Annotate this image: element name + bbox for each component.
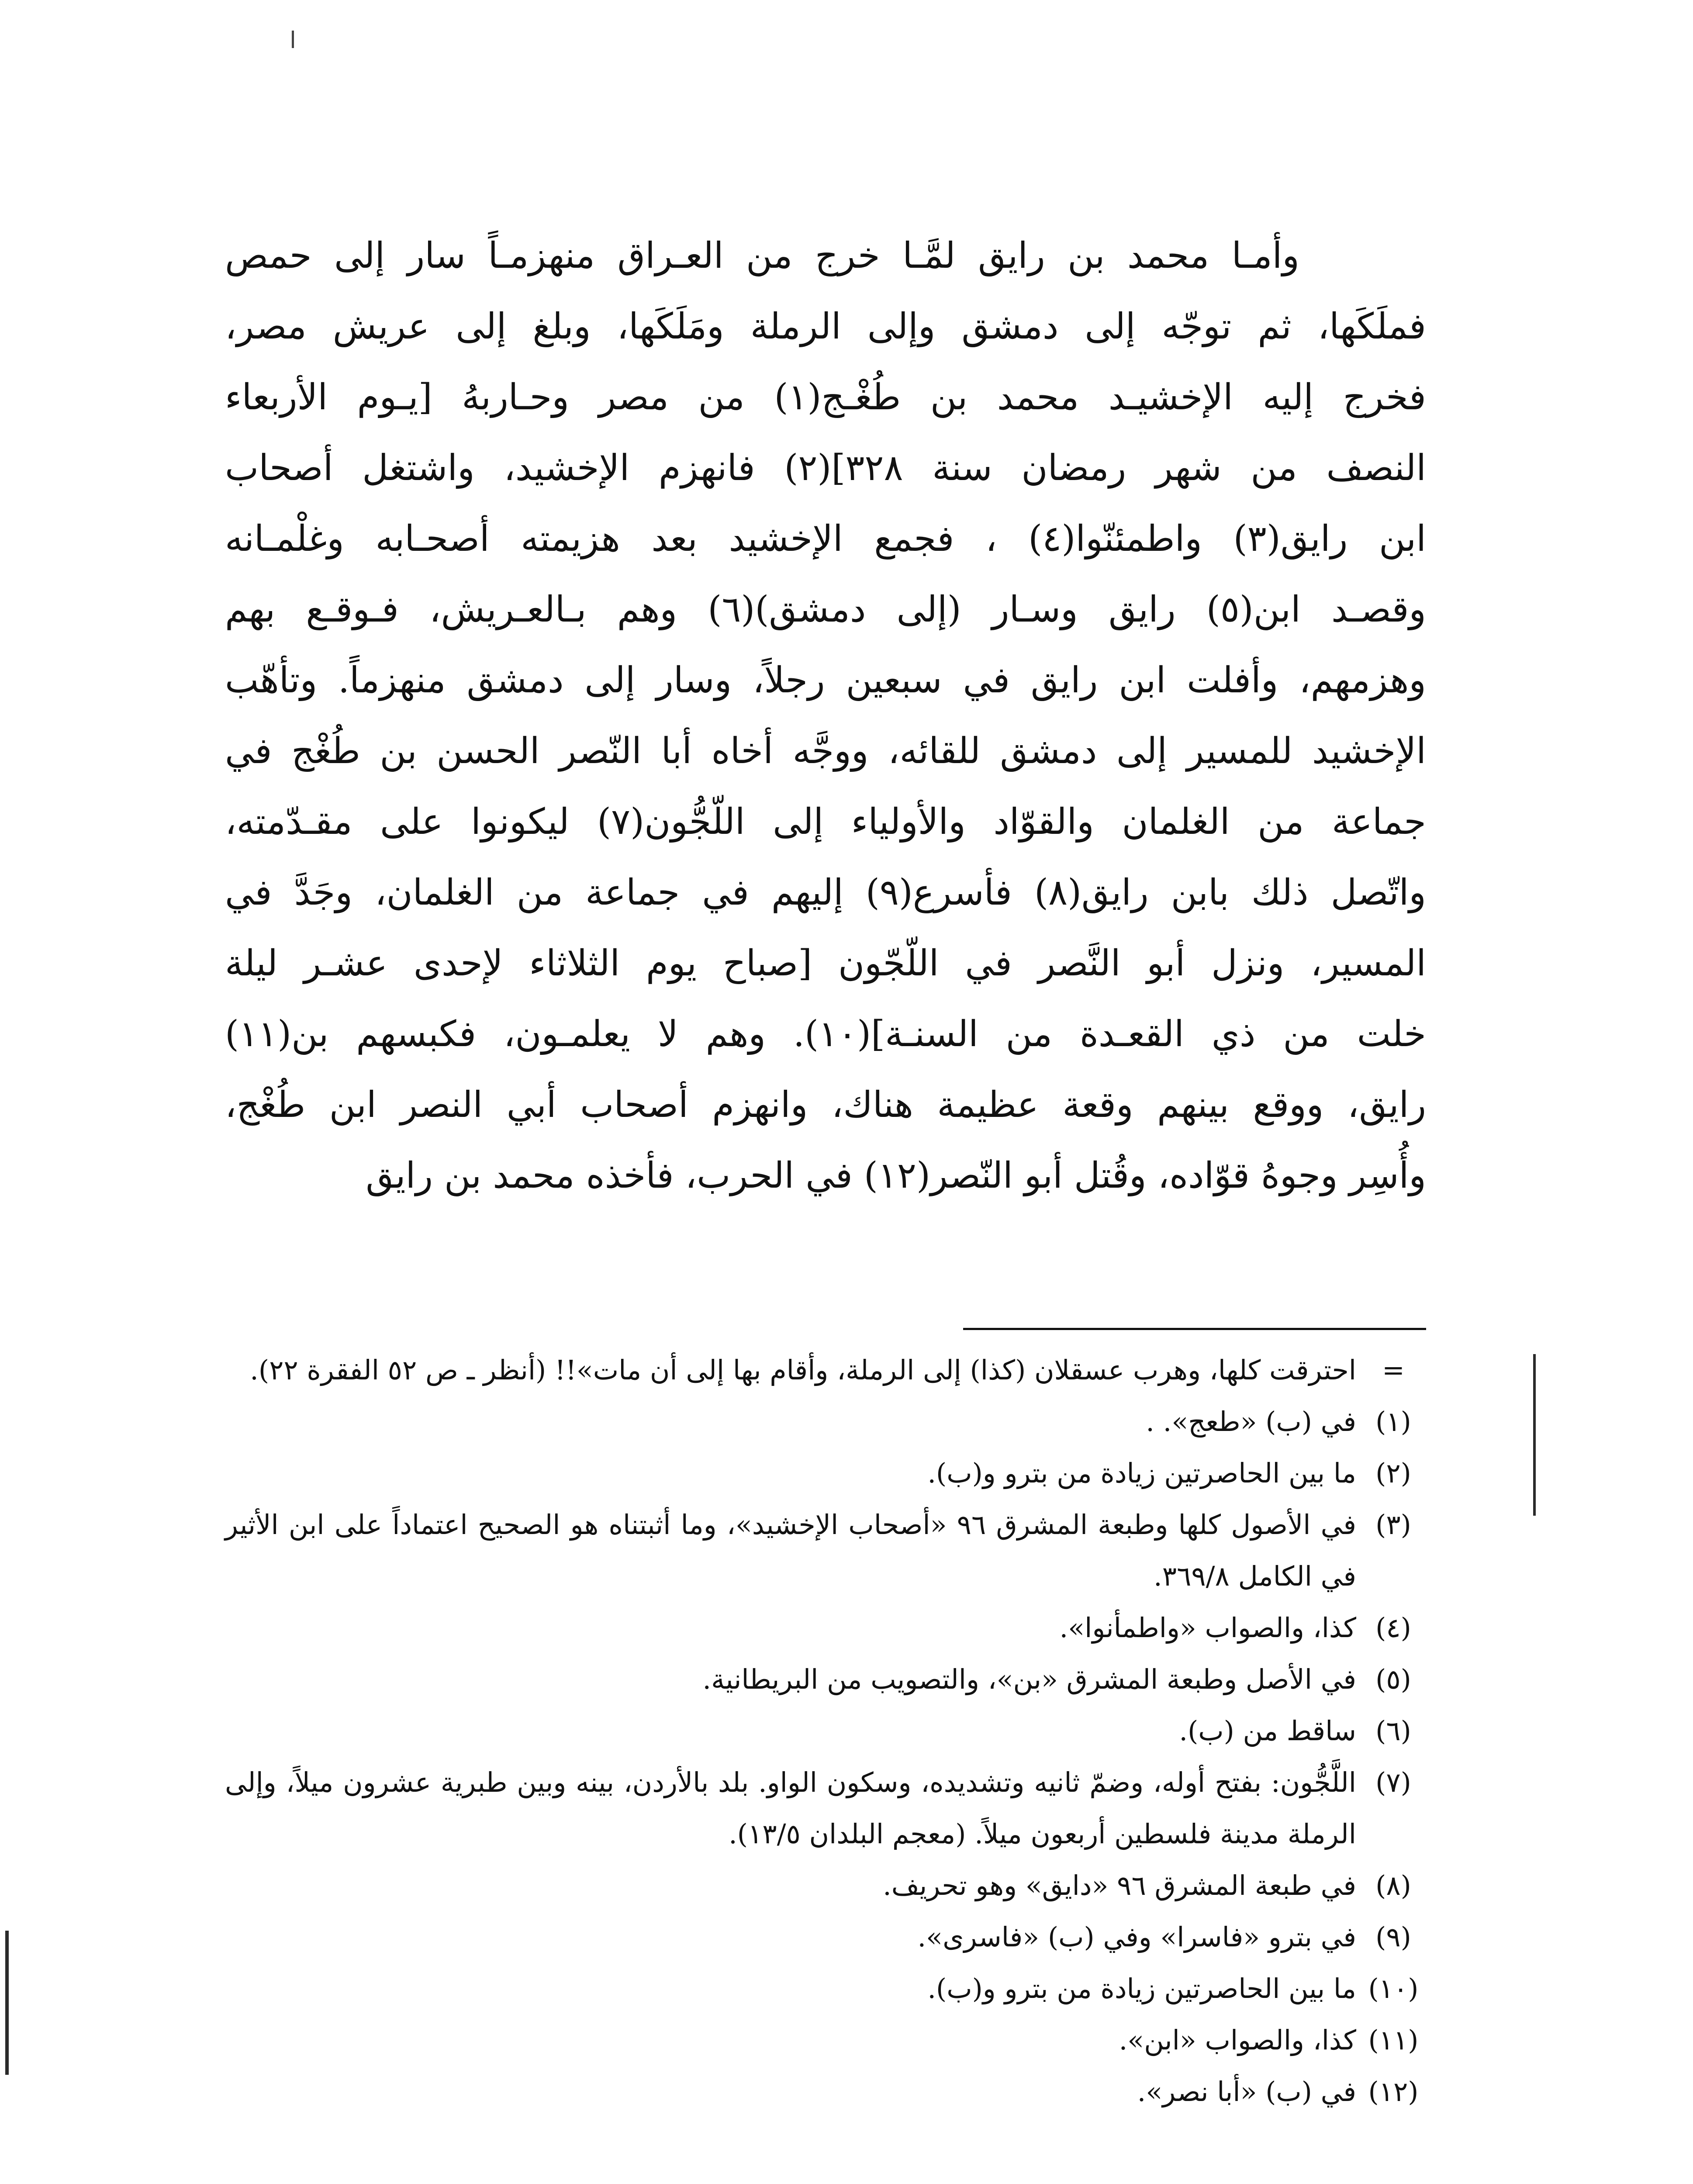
footnote — [225, 1860, 1430, 1911]
main-text-line — [225, 857, 1426, 928]
footnote — [225, 1705, 1430, 1757]
line-text: المسير، ونزل أبو النَّصر في اللّجّون [صباح يوم الثلاثاء لإحدى عشـر ليلة — [225, 943, 1426, 984]
footnote-number: (٩) — [1375, 1921, 1411, 1953]
scan-edge-mark — [1533, 1354, 1536, 1516]
main-text-line — [225, 291, 1426, 362]
main-text-line — [225, 574, 1426, 645]
footnote-number: (٣) — [1375, 1509, 1411, 1541]
scan-edge-mark — [5, 1931, 9, 2075]
footnote — [225, 1757, 1430, 1860]
line-text: وأُسِر وجوهُ قوّاده، وقُتل أبو النّصر(١٢) في الحرب، فأخذه محمد بن رايق — [366, 1155, 1426, 1196]
line-text: وهزمهم، وأفلت ابن رايق في سبعين رجلاً، وسار إلى دمشق منهزماً. وتأهّب — [225, 660, 1426, 701]
footnote-separator — [963, 1328, 1426, 1330]
footnote-number: (١٠) — [1368, 1973, 1419, 2004]
footnote — [225, 1963, 1430, 2015]
main-text-line — [225, 221, 1426, 291]
line-text: وأمـا محمد بن رايق لمَّـا خرج من العـراق منهزمـاً سار إلى حمص — [225, 235, 1299, 276]
line-text: واتّصل ذلك بابن رايق(٨) فأسرع(٩) إليهم في جماعة من الغلمان، وجَدَّ في — [225, 872, 1426, 913]
main-body-text — [225, 221, 1426, 1211]
main-text-line — [225, 999, 1426, 1070]
footnotes — [225, 1344, 1430, 2118]
line-text: جماعة من الغلمان والقوّاد والأولياء إلى اللّجُّون(٧) ليكونوا على مقـدّمته، — [225, 801, 1426, 843]
footnote-text: ما بين الحاصرتين زيادة من بترو و(ب). — [927, 1973, 1356, 2004]
main-text-line — [225, 504, 1426, 574]
footnote-number: (١) — [1375, 1406, 1411, 1438]
footnote — [225, 1654, 1430, 1705]
main-text-line — [225, 362, 1426, 433]
footnote — [225, 2015, 1430, 2066]
main-text-line — [225, 1070, 1426, 1140]
line-text: النصف من شهر رمضان سنة ٣٢٨](٢) فانهزم الإخشيد، واشتغل أصحاب — [225, 447, 1426, 489]
line-text: الإخشيد للمسير إلى دمشق للقائه، ووجَّه أخاه أبا النّصر الحسن بن طُغْج في — [225, 730, 1426, 772]
footnote-number: (٤) — [1375, 1612, 1411, 1644]
footnote-number: = — [1382, 1354, 1405, 1386]
main-text-line — [225, 787, 1426, 857]
scan-speck — [292, 31, 294, 48]
footnote — [225, 1448, 1430, 1499]
main-text-line — [225, 928, 1426, 999]
footnote-text: في الأصول كلها وطبعة المشرق ٩٦ «أصحاب الإخشيد»، وما أثبتناه هو الصحيح اعتماداً على ابن الأثير في الكامل ٣٦٩/٨. — [225, 1509, 1356, 1592]
footnote-text: كذا، والصواب «واطمأنوا». — [1059, 1612, 1356, 1644]
footnote-text: ما بين الحاصرتين زيادة من بترو و(ب). — [927, 1457, 1356, 1489]
footnote — [225, 1344, 1430, 1396]
footnote-text: في بترو «فاسرا» وفي (ب) «فاسرى». — [917, 1921, 1356, 1953]
main-text-line — [225, 716, 1426, 787]
footnote — [225, 1499, 1430, 1602]
footnote — [225, 2066, 1430, 2118]
footnote — [225, 1602, 1430, 1654]
line-text: فملَكَها، ثم توجّه إلى دمشق وإلى الرملة ومَلَكَها، وبلغ إلى عريش مصر، — [225, 306, 1426, 347]
footnote-text: اللَّجُّون: بفتح أوله، وضمّ ثانيه وتشديده، وسكون الواو. بلد بالأردن، بينه وبين طبرية عشرون ميلاً، وإلى الرملة مدينة فلسطين أربعون ميلاً. (معجم البلدان ١٣/٥). — [225, 1766, 1356, 1850]
footnote-text: في الأصل وطبعة المشرق «بن»، والتصويب من البريطانية. — [702, 1663, 1356, 1695]
main-text-line — [225, 433, 1426, 504]
line-text: رايق، ووقع بينهم وقعة عظيمة هناك، وانهزم أصحاب أبي النصر ابن طُغْج، — [225, 1084, 1426, 1126]
footnote-text: في (ب) «طعج». . — [1146, 1406, 1356, 1438]
footnote-number: (٦) — [1375, 1715, 1411, 1747]
main-text-line — [225, 645, 1426, 716]
footnote-number: (٢) — [1375, 1457, 1411, 1489]
line-text: وقصـد ابن(٥) رايق وسـار (إلى دمشق)(٦) وهم بـالعـريش، فـوقـع بهم — [225, 589, 1426, 630]
footnote-number: (٥) — [1375, 1663, 1411, 1695]
footnote-text: ساقط من (ب). — [1179, 1715, 1356, 1747]
footnote-number: (١١) — [1368, 2024, 1419, 2056]
footnote-number: (٧) — [1375, 1766, 1411, 1798]
footnote — [225, 1911, 1430, 1963]
line-text: ابن رايق(٣) واطمئنّوا(٤) ، فجمع الإخشيد بعد هزيمته أصحـابه وغلْمـانه — [225, 518, 1426, 560]
footnote — [225, 1396, 1430, 1448]
line-text: فخرج إليه الإخشيـد محمد بن طُغْـج(١) من مصر وحـاربهُ [يـوم الأربعاء — [225, 377, 1426, 418]
footnote-number: (٨) — [1375, 1870, 1411, 1901]
footnote-number: (١٢) — [1368, 2076, 1419, 2108]
main-text-line — [225, 1140, 1426, 1211]
footnote-text: في طبعة المشرق ٩٦ «دايق» وهو تحريف. — [883, 1870, 1356, 1901]
line-text: خلت من ذي القعـدة من السنـة](١٠). وهم لا يعلمـون، فكبسهم بن(١١) — [225, 1013, 1426, 1055]
footnote-text: كذا، والصواب «ابن». — [1119, 2024, 1356, 2056]
footnote-text: في (ب) «أبا نصر». — [1137, 2076, 1356, 2108]
footnote-text: احترقت كلها، وهرب عسقلان (كذا) إلى الرملة، وأقام بها إلى أن مات»!! (أنظر ـ ص ٥٢ الفقرة ٢٢). — [250, 1354, 1356, 1386]
